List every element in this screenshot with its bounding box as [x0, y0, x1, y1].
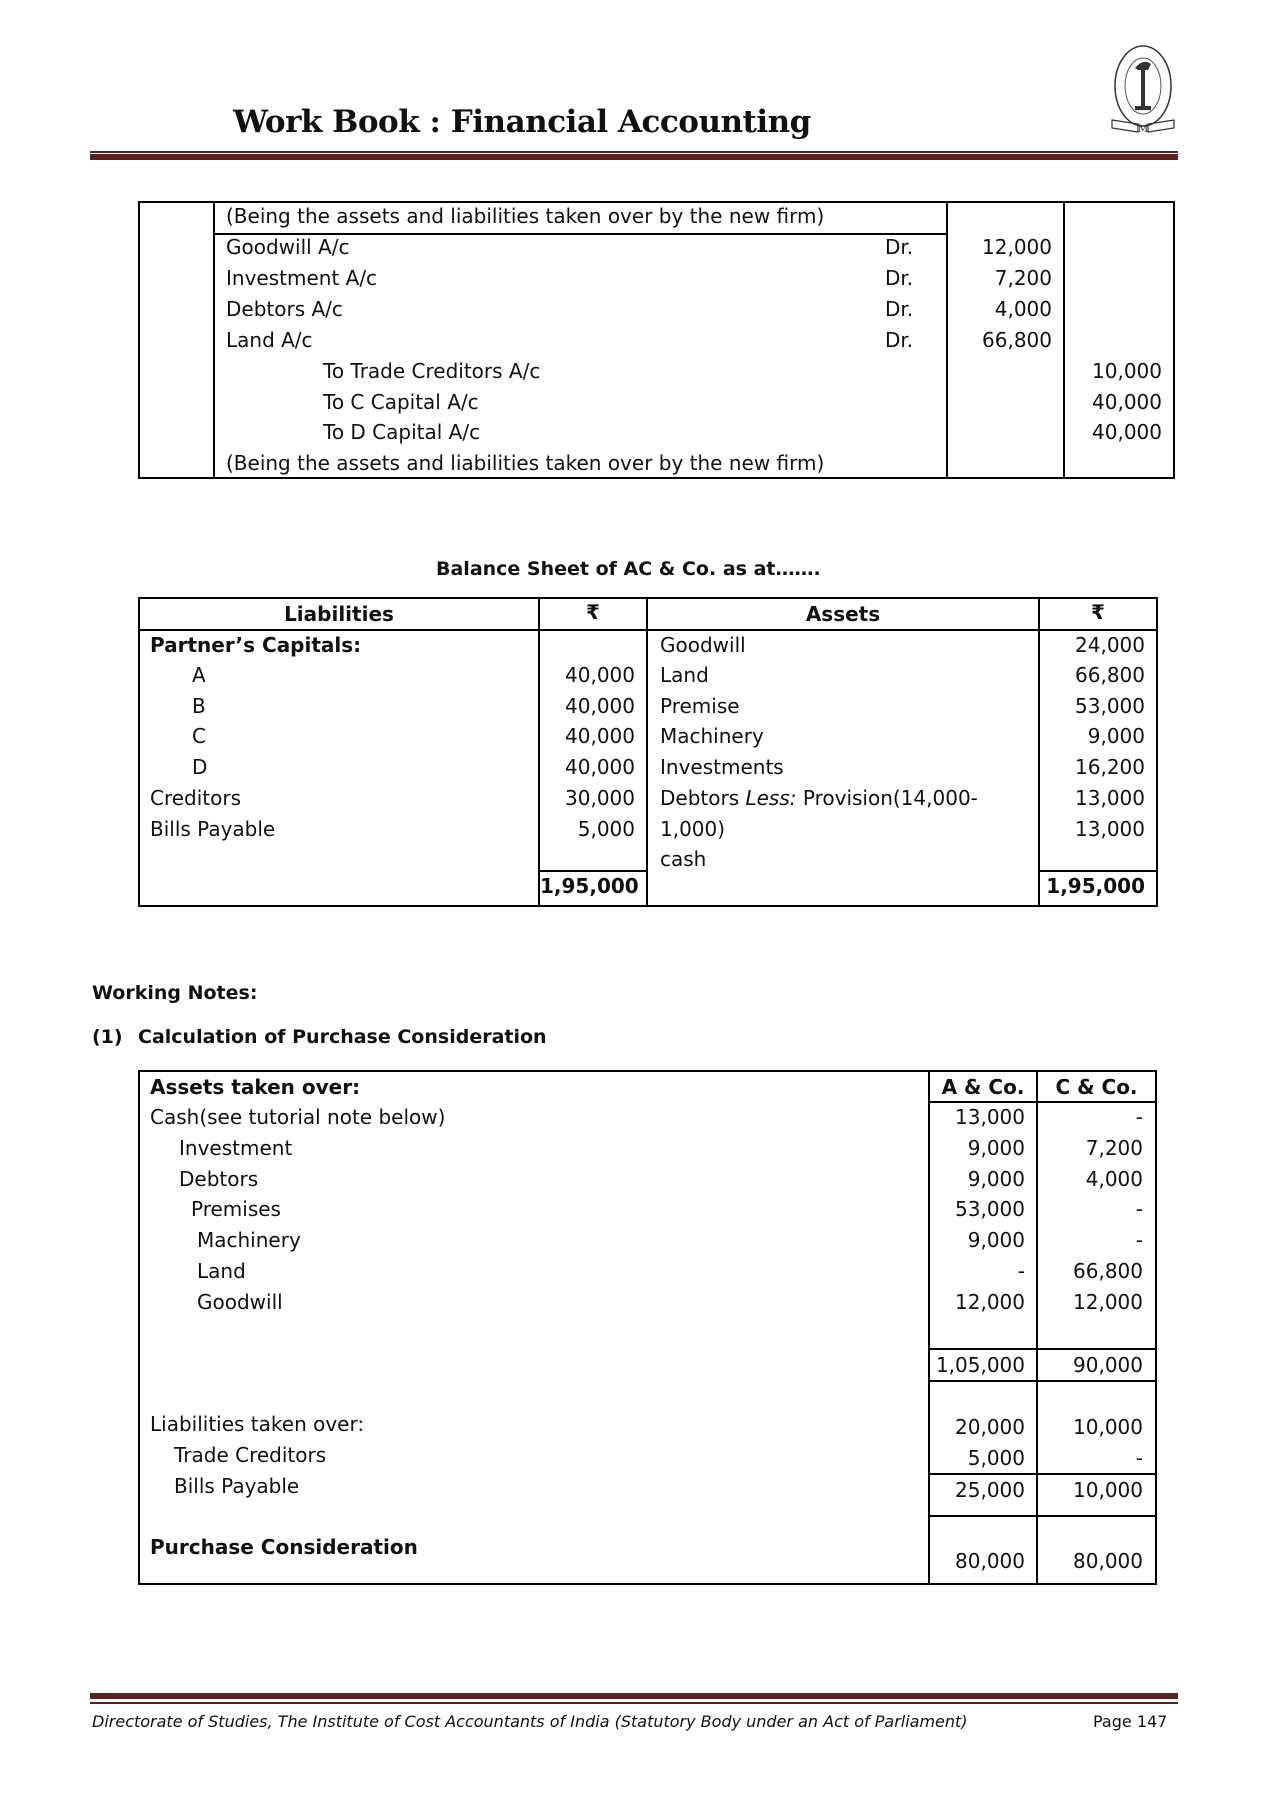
liability-amount: 40,000 [565, 724, 635, 748]
asset-amount: 53,000 [1075, 694, 1145, 718]
assets-total-c-co: 90,000 [1073, 1353, 1143, 1377]
asset-amount: 9,000 [1087, 724, 1145, 748]
asset-amount: 24,000 [1075, 633, 1145, 657]
purchase-consideration-a-co: 80,000 [955, 1549, 1025, 1573]
row-label: Trade Creditors [174, 1443, 327, 1467]
row-label: Debtors [179, 1167, 259, 1191]
liability-label: A [192, 663, 206, 687]
c-co-value: - [1135, 1446, 1143, 1470]
journal-credit: 40,000 [1092, 390, 1162, 414]
liability-amount: 40,000 [565, 663, 635, 687]
page-title [0, 104, 1264, 140]
assets-total: 1,95,000 [1046, 874, 1145, 898]
asset-label: Premise [660, 694, 740, 718]
liability-amount: 30,000 [565, 786, 635, 810]
asset-label: cash [660, 847, 707, 871]
asset-amount: 16,200 [1075, 755, 1145, 779]
row-label: Goodwill [197, 1290, 283, 1314]
page-number: Page 147 [1093, 1712, 1168, 1731]
journal-particulars: Land A/c [226, 328, 313, 352]
a-co-value: - [1017, 1259, 1025, 1283]
asset-label: Land [660, 663, 709, 687]
balance-sheet-title: Balance Sheet of AC & Co. as at……. [436, 558, 821, 580]
asset-label: Investments [660, 755, 784, 779]
header-rule-thick [90, 154, 1178, 160]
journal-dr-marker: Dr. [885, 266, 914, 290]
asset-label-part: Provision(14,000- [796, 786, 978, 810]
a-co-value: 5,000 [967, 1446, 1025, 1470]
c-co-value: 4,000 [1085, 1167, 1143, 1191]
journal-narration-bottom: (Being the assets and liabilities taken over by the new firm) [226, 451, 825, 475]
liability-amount: 40,000 [565, 755, 635, 779]
liability-label: Creditors [150, 786, 242, 810]
a-co-value: 13,000 [955, 1105, 1025, 1129]
c-co-value: 7,200 [1085, 1136, 1143, 1160]
journal-narration-top: (Being the assets and liabilities taken over by the new firm) [226, 204, 825, 228]
journal-particulars: To Trade Creditors A/c [323, 359, 541, 383]
liabilities-taken-over-heading: Liabilities taken over: [150, 1412, 365, 1436]
asset-label-italic: Less: [745, 786, 797, 810]
c-co-value: 10,000 [1073, 1415, 1143, 1439]
a-co-value: 9,000 [967, 1167, 1025, 1191]
asset-amount: 66,800 [1075, 663, 1145, 687]
institute-logo-icon [1108, 40, 1178, 144]
c-co-value: 66,800 [1073, 1259, 1143, 1283]
journal-credit: 40,000 [1092, 420, 1162, 444]
note-title: Calculation of Purchase Consideration [138, 1026, 547, 1048]
footer-rule-thick [90, 1693, 1178, 1699]
rupee-icon: ₹ [586, 600, 600, 624]
liability-amount: 5,000 [577, 817, 635, 841]
row-label: Land [197, 1259, 246, 1283]
asset-label: 1,000) [660, 817, 726, 841]
liability-label: Bills Payable [150, 817, 276, 841]
journal-credit: 10,000 [1092, 359, 1162, 383]
row-label: Bills Payable [174, 1474, 300, 1498]
c-co-value: - [1135, 1228, 1143, 1252]
c-co-value: - [1135, 1105, 1143, 1129]
liabilities-header: Liabilities [284, 602, 394, 626]
row-label: Investment [179, 1136, 293, 1160]
journal-dr-marker: Dr. [885, 235, 914, 259]
liability-label: D [192, 755, 208, 779]
purchase-consideration-c-co: 80,000 [1073, 1549, 1143, 1573]
liability-label: C [192, 724, 206, 748]
header-rule-thin [90, 151, 1178, 153]
col-header-a-co: A & Co. [941, 1075, 1025, 1099]
a-co-value: 12,000 [955, 1290, 1025, 1314]
journal-particulars: To C Capital A/c [323, 390, 479, 414]
page-title-text: Work Book : Financial Accounting [233, 104, 811, 140]
a-co-value: 20,000 [955, 1415, 1025, 1439]
journal-particulars: Goodwill A/c [226, 235, 350, 259]
row-label: Machinery [197, 1228, 301, 1252]
asset-label-debtors [660, 788, 978, 808]
asset-amount: 13,000 [1075, 817, 1145, 841]
note-number: (1) [92, 1026, 123, 1048]
liabilities-total-c-co: 10,000 [1073, 1478, 1143, 1502]
footer-rule-thin [90, 1702, 1178, 1704]
assets-header: Assets [805, 602, 881, 626]
a-co-value: 9,000 [967, 1136, 1025, 1160]
rupee-icon: ₹ [1091, 600, 1105, 624]
asset-amount: 13,000 [1075, 786, 1145, 810]
a-co-value: 53,000 [955, 1197, 1025, 1221]
c-co-value: 12,000 [1073, 1290, 1143, 1314]
journal-particulars: Investment A/c [226, 266, 378, 290]
asset-label: Goodwill [660, 633, 746, 657]
c-co-value: - [1135, 1197, 1143, 1221]
journal-debit: 4,000 [994, 297, 1052, 321]
purchase-consideration-label: Purchase Consideration [150, 1535, 418, 1559]
col-header-c-co: C & Co. [1055, 1075, 1138, 1099]
footer-publisher: Directorate of Studies, The Institute of Cost Accountants of India (Statutory Body under an Act of Parliament) [92, 1712, 968, 1731]
journal-dr-marker: Dr. [885, 297, 914, 321]
asset-label: Machinery [660, 724, 764, 748]
journal-debit: 7,200 [994, 266, 1052, 290]
assets-total-a-co: 1,05,000 [935, 1353, 1025, 1377]
liability-label: B [192, 694, 206, 718]
working-notes-heading: Working Notes: [92, 982, 258, 1004]
journal-dr-marker: Dr. [885, 328, 914, 352]
asset-label-part: Debtors [660, 786, 746, 810]
assets-taken-over-header: Assets taken over: [150, 1075, 361, 1099]
liability-amount: 40,000 [565, 694, 635, 718]
svg-text:M: M [1137, 124, 1149, 135]
journal-debit: 12,000 [982, 235, 1052, 259]
row-label: Cash(see tutorial note below) [150, 1105, 446, 1129]
liabilities-total: 1,95,000 [540, 874, 639, 898]
journal-particulars: To D Capital A/c [323, 420, 481, 444]
row-label: Premises [191, 1197, 281, 1221]
journal-debit: 66,800 [982, 328, 1052, 352]
liability-label: Partner’s Capitals: [150, 633, 362, 657]
liabilities-total-a-co: 25,000 [955, 1478, 1025, 1502]
a-co-value: 9,000 [967, 1228, 1025, 1252]
journal-particulars: Debtors A/c [226, 297, 343, 321]
